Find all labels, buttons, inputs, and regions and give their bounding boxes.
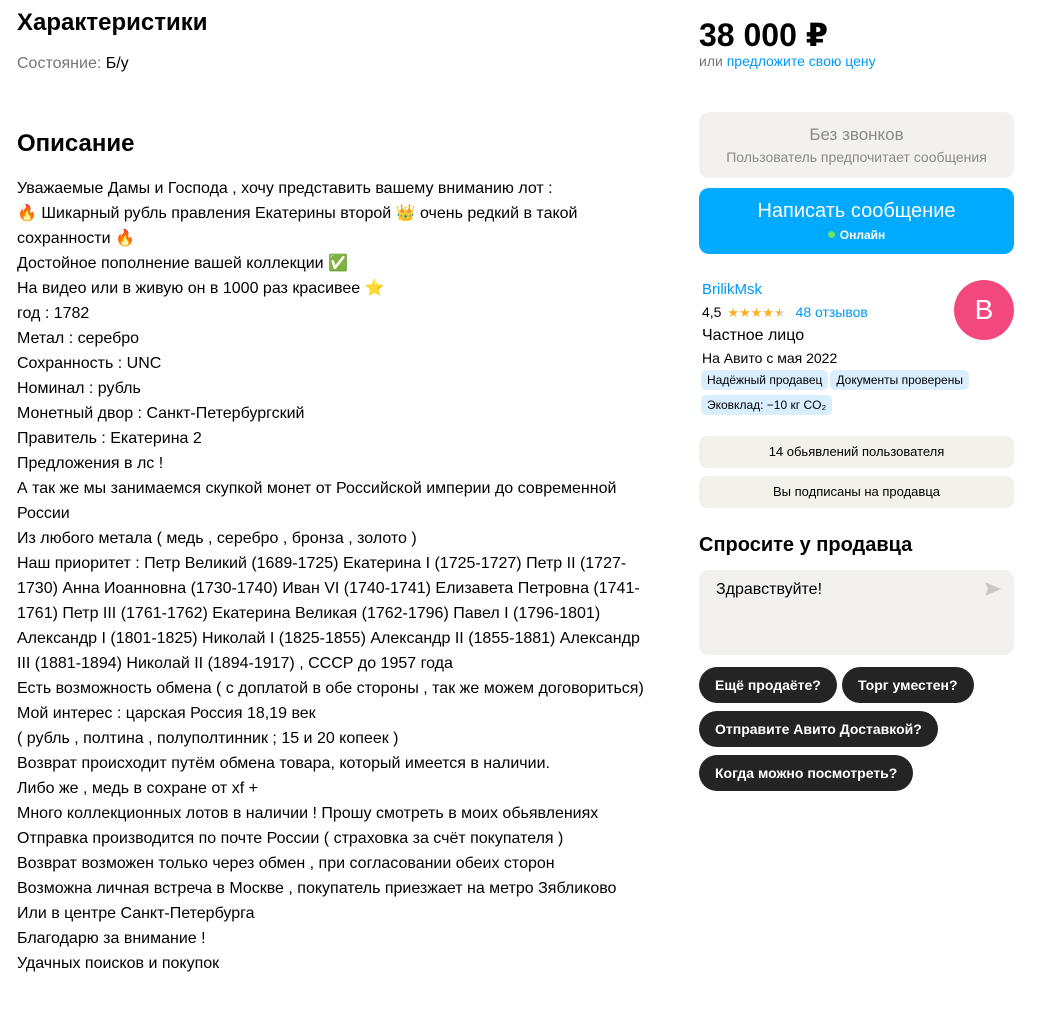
- rating-value: 4,5: [702, 304, 722, 320]
- description-line: Монетный двор : Санкт-Петербургский: [17, 405, 305, 422]
- avatar[interactable]: B: [954, 280, 1014, 340]
- description-line: Из любого метала ( медь , серебро , бронза , золото ): [17, 530, 417, 547]
- no-calls-box: [699, 112, 1014, 178]
- chip-when-to-view[interactable]: Когда можно посмотреть?: [699, 755, 913, 791]
- description-line: Номинал : рубль: [17, 380, 141, 397]
- description-line: Есть возможность обмена ( с доплатой в обе стороны , так же можем договориться): [17, 680, 644, 697]
- badge-eco-contribution[interactable]: Эковклад: −10 кг CO₂: [701, 395, 832, 415]
- write-message-button[interactable]: [699, 188, 1014, 254]
- description-line: Много коллекционных лотов в наличии ! Прошу смотреть в моих обьявлениях: [17, 805, 599, 822]
- no-calls-title: Без звонков: [809, 125, 904, 144]
- seller-type: Частное лицо: [702, 327, 805, 344]
- description-line: А так же мы занимаемся скупкой монет от Российской империи до современной России: [17, 480, 617, 522]
- description-text: [17, 176, 657, 976]
- no-calls-subtitle: Пользователь предпочитает сообщения: [726, 149, 987, 165]
- seller-name-link[interactable]: BrilikMsk: [702, 281, 762, 298]
- description-line: ( рубль , полтина , полуполтинник ; 15 и 20 копеек ): [17, 730, 399, 747]
- condition-label: Состояние:: [17, 55, 102, 72]
- description-line: 🔥 Шикарный рубль правления Екатерины второй 👑 очень редкий в такой сохранности 🔥: [17, 205, 578, 247]
- chip-bargain[interactable]: Торг уместен?: [842, 667, 974, 703]
- message-input[interactable]: [699, 570, 1014, 655]
- seller-badges: [701, 370, 1014, 420]
- write-message-label: Написать сообщение: [757, 200, 956, 222]
- message-input-text[interactable]: Здравствуйте!: [716, 581, 823, 598]
- offer-prefix: или: [699, 53, 723, 69]
- chip-avito-delivery[interactable]: Отправите Авито Доставкой?: [699, 711, 938, 747]
- description-line: Отправка производится по почте России ( страховка за счёт покупателя ): [17, 830, 564, 847]
- description-line: год : 1782: [17, 305, 90, 322]
- description-line: Сохранность : UNC: [17, 355, 162, 372]
- description-line: Возможна личная встреча в Москве , покупатель приезжает на метро Зябликово: [17, 880, 617, 897]
- description-line: Метал : серебро: [17, 330, 140, 347]
- description-line: На видео или в живую он в 1000 раз красивее ⭐: [17, 280, 385, 297]
- offer-price-link[interactable]: предложите свою цену: [726, 53, 876, 69]
- reviews-link[interactable]: 48 отзывов: [795, 304, 868, 320]
- ask-seller-title: Спросите у продавца: [699, 534, 913, 556]
- online-status-label: Онлайн: [839, 228, 886, 242]
- seller-since: На Авито с мая 2022: [702, 350, 838, 366]
- send-icon[interactable]: [984, 580, 1002, 598]
- rating-stars-icon: ★★★★★: [727, 305, 786, 320]
- online-dot-icon: [828, 231, 835, 238]
- online-status: [699, 227, 1014, 243]
- subscribed-button[interactable]: Вы подписаны на продавца: [699, 476, 1014, 508]
- condition-row: [17, 54, 129, 74]
- description-line: Или в центре Санкт-Петербурга: [17, 905, 255, 922]
- description-line: Наш приоритет : Петр Великий (1689-1725) Екатерина I (1725-1727) Петр II (1727-1730) Анна Иоанновна (1730-1740) Иван VI (1740-1741) Елизавета Петровна (1741-1761) Петр III (1761-1762) Екатерина Великая (1762-1796) Павел I (1796-1801) Александр I (1801-1825) Николай I (1825-1855) Александр II (1855-1881) Александр III (1881-1894) Николай II (1894-1917) , СССР до 1957 года: [17, 555, 640, 672]
- description-line: Либо же , медь в сохране от xf +: [17, 780, 258, 797]
- description-line: Правитель : Екатерина 2: [17, 430, 202, 447]
- description-line: Уважаемые Дамы и Господа , хочу представить вашему вниманию лот :: [17, 180, 553, 197]
- description-line: Удачных поисков и покупок: [17, 955, 220, 972]
- seller-ads-button[interactable]: 14 обьявлений пользователя: [699, 436, 1014, 468]
- characteristics-title: Характеристики: [17, 9, 208, 36]
- offer-price-row: [699, 52, 876, 70]
- condition-value: Б/у: [105, 55, 129, 72]
- description-title: Описание: [17, 130, 135, 157]
- description-line: Возврат происходит путём обмена товара, который имеется в наличии.: [17, 755, 550, 772]
- description-line: Достойное пополнение вашей коллекции ✅: [17, 255, 348, 272]
- badge-reliable-seller[interactable]: Надёжный продавец: [701, 370, 828, 390]
- chip-still-selling[interactable]: Ещё продаёте?: [699, 667, 837, 703]
- description-line: Предложения в лс !: [17, 455, 164, 472]
- badge-documents-verified[interactable]: Документы проверены: [830, 370, 969, 390]
- description-line: Возврат возможен только через обмен , при согласовании обеих сторон: [17, 855, 555, 872]
- price: 38 000 ₽: [699, 17, 829, 53]
- description-line: Благодарю за внимание !: [17, 930, 206, 947]
- description-line: Мой интерес : царская Россия 18,19 век: [17, 705, 316, 722]
